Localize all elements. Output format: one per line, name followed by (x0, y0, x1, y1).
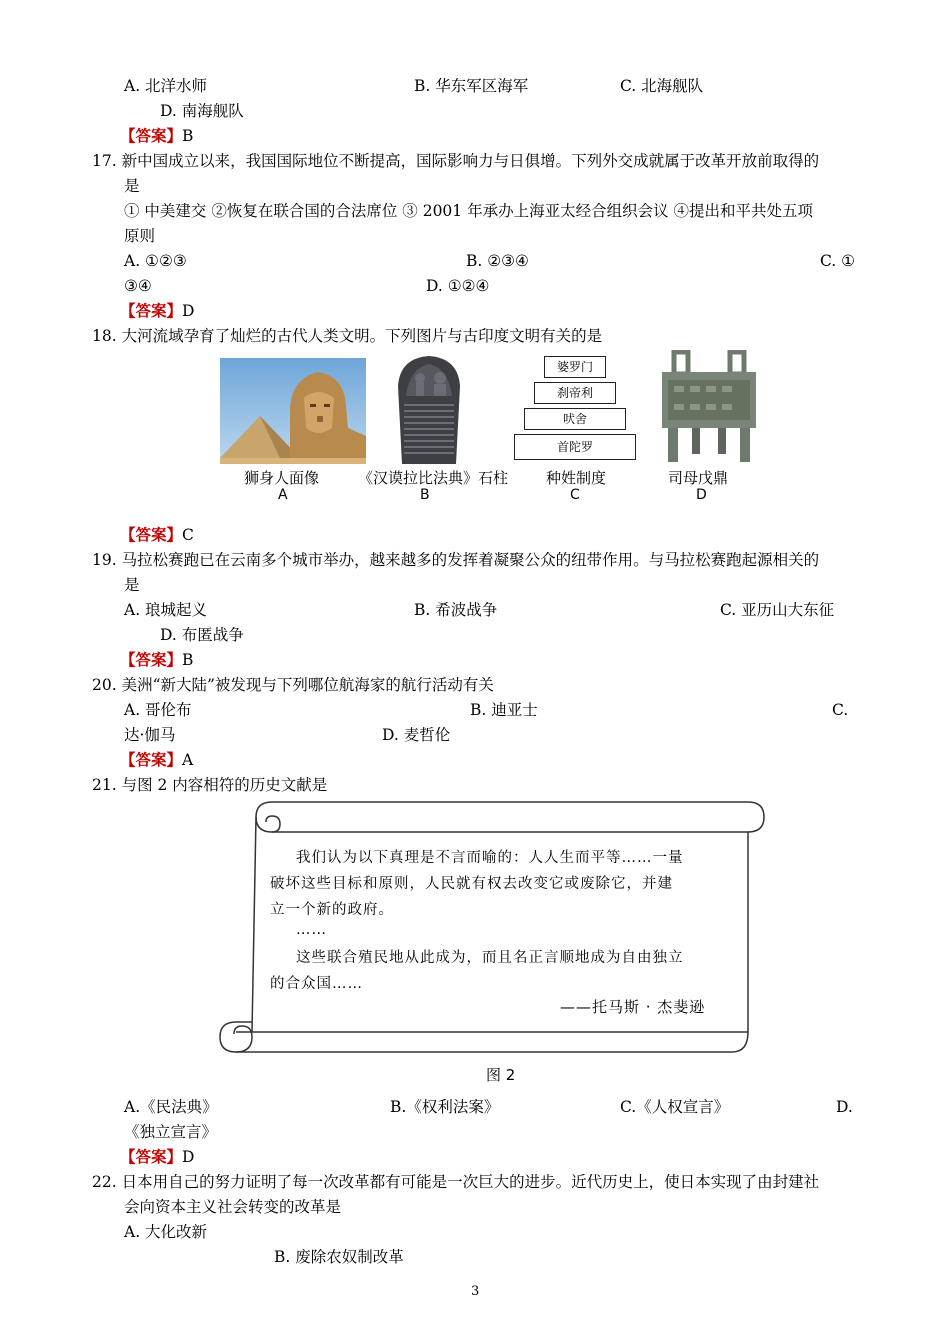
q19-option-d: D. 布匿战争 (160, 626, 244, 644)
q17-option-b: B. ②③④ (466, 252, 529, 270)
scroll-signature: ——托马斯 · 杰斐逊 (560, 998, 706, 1016)
answer-value: D (182, 302, 195, 320)
q17-stem-line4: 原则 (124, 227, 156, 245)
answer-tag: 【答案】 (120, 650, 183, 669)
q17-stem-line3: ① 中美建交 ②恢复在联合国的合法席位 ③ 2001 年承办上海亚太经合组织会议 ④提出和平共处五项 (124, 202, 814, 220)
q18-stem: 18. 大河流域孕育了灿烂的古代人类文明。下列图片与古印度文明有关的是 (92, 327, 603, 345)
scroll-line-6: 的合众国…… (270, 976, 363, 992)
hammurabi-stele-image (388, 356, 470, 464)
answer-value: D (182, 1148, 195, 1166)
simuwu-ding-image (656, 350, 762, 464)
q19-option-b: B. 希波战争 (414, 601, 498, 619)
scroll-line-3: 立一个新的政府。 (270, 902, 394, 918)
caption-c: 种姓制度 (546, 469, 607, 487)
caste-pyramid-diagram (512, 356, 638, 464)
answer-tag: 【答案】 (120, 750, 183, 769)
q19-option-c: C. 亚历山大东征 (720, 601, 835, 619)
q21-option-a: A.《民法典》 (124, 1098, 218, 1116)
q22-stem-line1: 22. 日本用自己的努力证明了每一次改革都有可能是一次巨大的进步。近代历史上，使日本实现了由封建社 (92, 1173, 820, 1191)
letter-d: D (696, 487, 707, 503)
letter-b: B (420, 487, 430, 503)
q20-option-b: B. 迪亚士 (470, 701, 538, 719)
q17-stem-line1: 17. 新中国成立以来，我国国际地位不断提高，国际影响力与日俱增。下列外交成就属于改革开放前取得的 (92, 152, 820, 170)
q20-option-c: C. (832, 701, 849, 719)
answer-value: B (182, 651, 194, 669)
answer-tag: 【答案】 (120, 525, 183, 544)
q17-stem-line2: 是 (124, 177, 140, 195)
q17-option-a: A. ①②③ (124, 252, 187, 270)
q19-answer (120, 649, 193, 671)
q21-stem: 21. 与图 2 内容相符的历史文献是 (92, 776, 328, 794)
scroll-line-5: 这些联合殖民地从此成为，而且名正言顺地成为自由独立 (296, 950, 684, 966)
answer-tag: 【答案】 (120, 126, 183, 145)
q21-option-d-cont: 《独立宣言》 (124, 1123, 218, 1141)
q17-option-c-cont: ③④ (124, 277, 152, 295)
q21-answer (120, 1146, 194, 1168)
caste-level-4: 首陀罗 (514, 434, 636, 460)
answer-value: A (182, 751, 194, 769)
q20-stem: 20. 美洲“新大陆”被发现与下列哪位航海家的航行活动有关 (92, 676, 494, 694)
q16-answer (120, 125, 193, 147)
letter-c: C (570, 487, 580, 503)
q21-option-b: B.《权利法案》 (390, 1098, 500, 1116)
q16-option-a: A. 北洋水师 (124, 77, 208, 95)
answer-value: C (182, 526, 194, 544)
q21-option-c: C.《人权宣言》 (620, 1098, 730, 1116)
q20-answer (120, 749, 193, 771)
answer-tag: 【答案】 (120, 301, 183, 320)
q19-option-a: A. 琅城起义 (124, 601, 208, 619)
figure-label: 图 2 (486, 1066, 516, 1084)
q22-option-b: B. 废除农奴制改革 (274, 1248, 404, 1266)
page-number: 3 (471, 1284, 480, 1299)
scroll-line-4: …… (296, 922, 327, 938)
q20-option-d: D. 麦哲伦 (382, 726, 451, 744)
q16-option-b: B. 华东军区海军 (414, 77, 529, 95)
q22-stem-line2: 会向资本主义社会转变的改革是 (124, 1198, 342, 1216)
q21-option-d: D. (836, 1098, 853, 1116)
letter-a: A (278, 487, 288, 503)
q22-option-a: A. 大化改新 (124, 1223, 208, 1241)
caste-level-3: 吠舍 (524, 408, 626, 430)
answer-tag: 【答案】 (120, 1147, 183, 1166)
q20-option-a: A. 哥伦布 (124, 701, 192, 719)
scroll-line-1: 我们认为以下真理是不言而喻的：人人生而平等……一量 (296, 850, 684, 866)
caption-a: 狮身人面像 (244, 469, 320, 487)
q16-option-c: C. 北海舰队 (620, 77, 704, 95)
caste-level-2: 刹帝利 (534, 382, 616, 404)
q16-option-d: D. 南海舰队 (160, 102, 244, 120)
q19-stem-line1: 19. 马拉松赛跑已在云南多个城市举办，越来越多的发挥着凝聚公众的纽带作用。与马拉松赛跑起源相关的 (92, 551, 820, 569)
caption-b: 《汉谟拉比法典》石柱 (358, 469, 509, 487)
q17-option-d: D. ①②④ (426, 277, 490, 295)
scroll-line-2: 破坏这些目标和原则，人民就有权去改变它或废除它，并建 (270, 876, 673, 892)
q20-option-c-cont: 达·伽马 (124, 726, 176, 744)
sphinx-image (220, 358, 366, 464)
caption-d: 司母戊鼎 (668, 469, 729, 487)
caste-level-1: 婆罗门 (544, 356, 606, 378)
q17-option-c: C. ① (820, 252, 856, 270)
answer-value: B (182, 127, 194, 145)
q18-answer (120, 524, 194, 546)
q17-answer (120, 300, 194, 322)
q19-stem-line2: 是 (124, 576, 140, 594)
